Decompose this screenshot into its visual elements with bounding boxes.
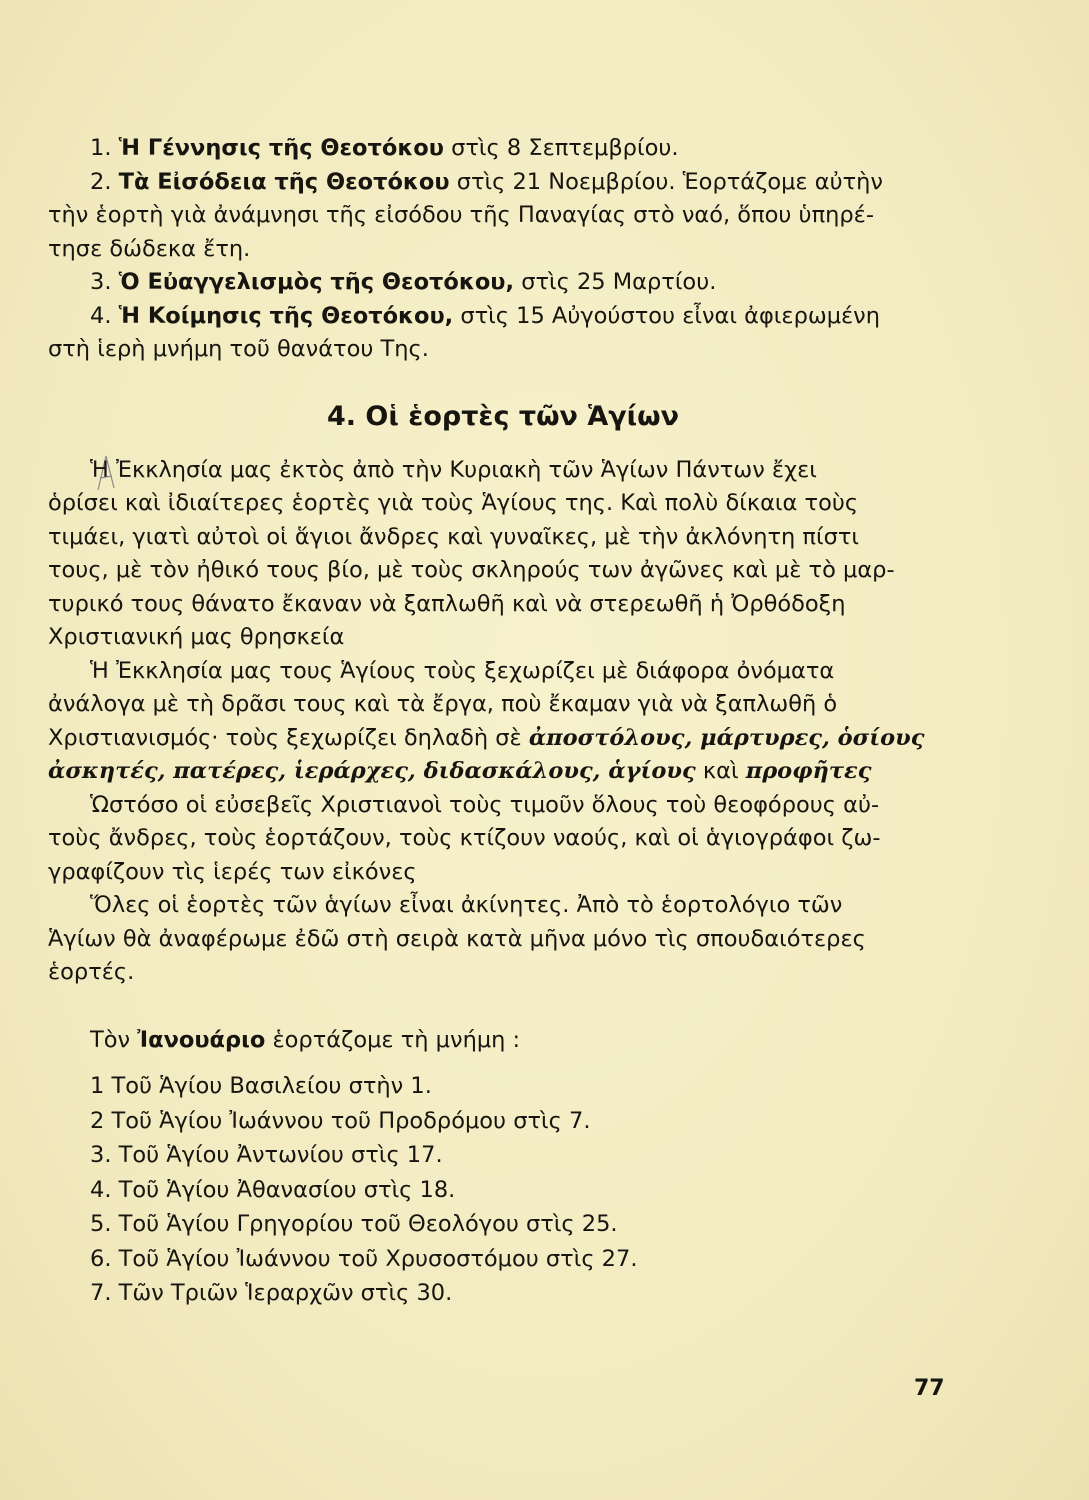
list-number: 6. [90,1245,112,1272]
text-line: Ἁγίων θὰ ἀναφέρωμε ἐδῶ στὴ σειρὰ κατὰ μῆνα μόνο τὶς σπουδαιότερες [48,925,866,952]
feast-item-1 [48,132,948,166]
text-line: ὁρίσει καὶ ἰδιαίτερες ἑορτὲς γιὰ τοὺς Ἁγίους της. Καὶ πολὺ δίκαια τοὺς [48,490,859,516]
feast-item-4 [48,300,948,334]
list-item [48,1242,948,1277]
feast-number: 2. [90,168,112,195]
paragraph-2 [48,655,948,789]
paragraph-4 [48,889,948,990]
paragraph-1 [48,454,948,655]
list-text: Τοῦ Ἁγίου Ἀντωνίου στὶς 17. [118,1142,443,1168]
paragraph-3 [48,789,948,890]
january-feasts-list [48,1069,948,1311]
list-text: Τοῦ Ἁγίου Ἀθανασίου στὶς 18. [118,1176,456,1203]
list-number: 7. [90,1280,112,1306]
text-span: Χριστιανισμός· τοὺς ξεχωρίζει δηλαδὴ σὲ [48,724,522,751]
feast-date: στὶς 25 Μαρτίου. [521,269,717,295]
list-item [48,1276,948,1311]
list-item [48,1069,948,1104]
text-span: Τὸν [90,1026,131,1053]
text-line [48,755,948,789]
list-number: 3. [90,1142,112,1168]
text-line [48,722,948,756]
list-number: 2 [90,1107,105,1134]
italic-text: ἀποστόλους, μάρτυρες, ὁσίους [528,724,925,751]
section-heading: 4. Οἱ ἑορτὲς τῶν Ἁγίων [326,400,680,432]
italic-text: προφῆτες [745,758,872,784]
feast-number: 4. [90,302,112,329]
list-text: Τοῦ Ἁγίου Ἰωάννου τοῦ Χρυσοστόμου στὶς 27. [118,1245,638,1272]
list-item [48,1207,948,1242]
list-number: 1 [90,1073,105,1099]
feast-title: Ὁ Εὐαγγελισμὸς τῆς Θεοτόκου, [118,269,515,295]
page-content [48,132,948,1311]
list-item [48,1138,948,1173]
feast-date: στὶς 21 Νοεμβρίου. Ἑορτάζομε αὐτὴν [456,168,883,195]
text-line: τους, μὲ τὸν ἠθικό τους βίο, μὲ τοὺς σκληρούς των ἀγῶνες καὶ μὲ τὸ μαρ- [48,557,895,583]
list-text: Τοῦ Ἁγίου Βασιλείου στὴν 1. [111,1073,432,1099]
feast-number: 1. [90,135,112,161]
text-line: ἑορτές. [48,959,135,985]
feast-item-2-continued: τὴν ἑορτὴ γιὰ ἀνάμνησι τῆς εἰσόδου τῆς Παναγίας στὸ ναό, ὅπου ὑπηρέ- [48,202,874,228]
feast-date: στὶς 15 Αὐγούστου εἶναι ἀφιερωμένη [460,302,881,329]
january-intro [48,1024,948,1058]
list-item [48,1173,948,1208]
list-number: 4. [90,1176,112,1203]
list-item [48,1104,948,1139]
text-line: Ἡ Ἐκκλησία μας ἐκτὸς ἀπὸ τὴν Κυριακὴ τῶν Ἁγίων Πάντων ἔχει [90,456,817,483]
text-line: Ὅλες οἱ ἑορτὲς τῶν ἁγίων εἶναι ἀκίνητες. Ἀπὸ τὸ ἑορτολόγιο τῶν [90,892,843,918]
feast-number: 3. [90,269,112,295]
text-line: Ὡστόσο οἱ εὐσεβεῖς Χριστιανοὶ τοὺς τιμοῦν ὅλους τοὺ θεοφόρους αὐ- [90,791,880,818]
list-text: Τῶν Τριῶν Ἱεραρχῶν στὶς 30. [118,1280,453,1306]
page-number: 77 [914,1376,945,1401]
text-line: τυρικό τους θάνατο ἔκαναν νὰ ξαπλωθῆ καὶ νὰ στερεωθῆ ἡ Ὀρθόδοξη [48,590,846,617]
list-text: Τοῦ Ἁγίου Γρηγορίου τοῦ Θεολόγου στὶς 25. [118,1211,618,1237]
list-number: 5. [90,1211,112,1237]
list-text: Τοῦ Ἁγίου Ἰωάννου τοῦ Προδρόμου στὶς 7. [111,1107,591,1134]
text-line: τοὺς ἄνδρες, τοὺς ἑορτάζουν, τοὺς κτίζουν ναούς, καὶ οἱ ἁγιογράφοι ζω- [48,825,881,851]
text-line: Χριστιανική μας θρησκεία [48,624,345,650]
text-span: καὶ [702,758,739,784]
feast-title: Ἡ Κοίμησις τῆς Θεοτόκου, [118,302,454,329]
text-span: ἑορτάζομε τὴ μνήμη : [272,1026,521,1053]
feast-date: στὶς 8 Σεπτεμβρίου. [451,135,679,161]
feast-item-4-continued: στὴ ἱερὴ μνήμη τοῦ θανάτου Της. [48,336,429,362]
feast-title: Ἡ Γέννησις τῆς Θεοτόκου [118,135,444,161]
feast-title: Τὰ Εἰσόδεια τῆς Θεοτόκου [118,168,450,195]
feast-item-2-end: τησε δώδεκα ἔτη. [48,235,251,262]
text-line: τιμάει, γιατὶ αὐτοὶ οἱ ἅγιοι ἄνδρες καὶ γυναῖκες, μὲ τὴν ἀκλόνητη πίστι [48,523,860,550]
text-line: ἀνάλογα μὲ τὴ δρᾶσι τους καὶ τὰ ἔργα, ποὺ ἔκαμαν γιὰ νὰ ξαπλωθῆ ὁ [48,691,838,717]
italic-text: ἀσκητές, πατέρες, ἱεράρχες, διδασκάλους, ἁγίους [48,758,696,784]
feast-item-2 [48,166,948,200]
month-name: Ἰανουάριο [137,1026,266,1053]
theotokos-feasts-list [48,132,948,367]
text-line: Ἡ Ἐκκλησία μας τους Ἁγίους τοὺς ξεχωρίζει μὲ διάφορα ὀνόματα [90,657,835,684]
feast-item-3 [48,266,948,300]
text-line: γραφίζουν τὶς ἱερές των εἰκόνες [48,858,417,885]
